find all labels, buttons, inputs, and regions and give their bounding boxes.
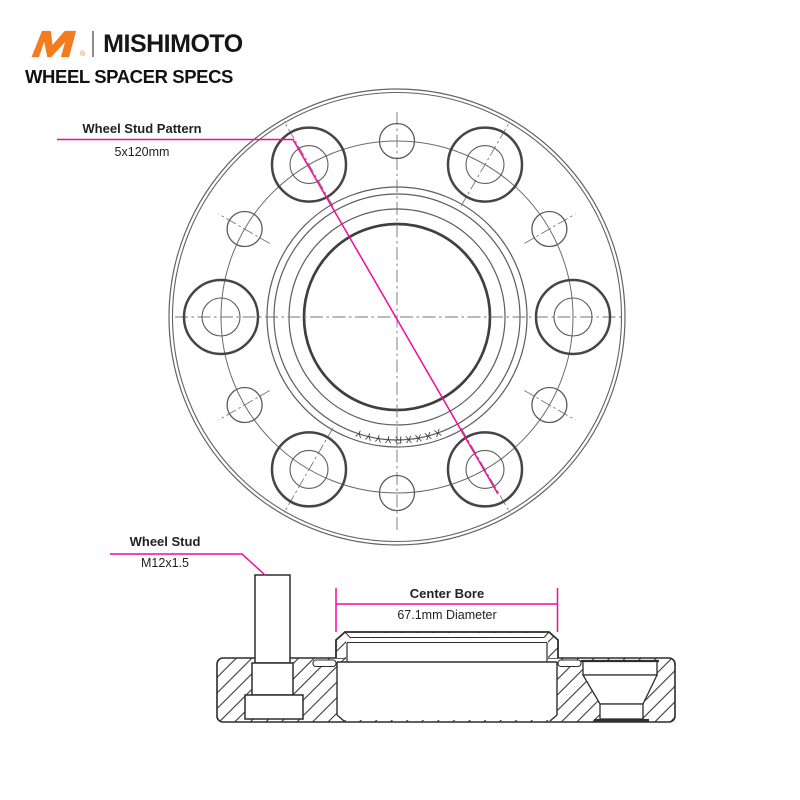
stud-pattern-label: Wheel Stud Pattern xyxy=(82,121,202,136)
stud-pattern-value: 5x120mm xyxy=(114,145,170,159)
relief-notch-right xyxy=(558,660,581,667)
registered-mark: ® xyxy=(80,51,86,58)
stud-shaft xyxy=(255,575,290,663)
stud-head xyxy=(245,695,303,719)
relief-notch-left xyxy=(313,660,336,667)
center-bore-value: 67.1mm Diameter xyxy=(397,608,497,622)
side-view xyxy=(217,575,675,723)
wheel-stud-section xyxy=(245,575,303,719)
brand-name: MISHIMOTO xyxy=(103,29,243,58)
wheel-stud-value: M12x1.5 xyxy=(141,556,189,570)
engraving-text: XXXXRYYYY xyxy=(351,425,443,445)
stud-knurl xyxy=(252,663,293,695)
annotation-lines xyxy=(57,140,558,633)
bore-lower-void xyxy=(337,662,557,720)
page-title: WHEEL SPACER SPECS xyxy=(25,66,233,87)
wheel-stud-label: Wheel Stud xyxy=(129,534,201,549)
center-bore-dimension xyxy=(336,588,558,632)
thread-section-band xyxy=(594,719,649,723)
center-bore-label: Center Bore xyxy=(409,586,485,601)
wheel-stud-leader-line xyxy=(110,554,265,575)
front-view xyxy=(169,89,625,545)
